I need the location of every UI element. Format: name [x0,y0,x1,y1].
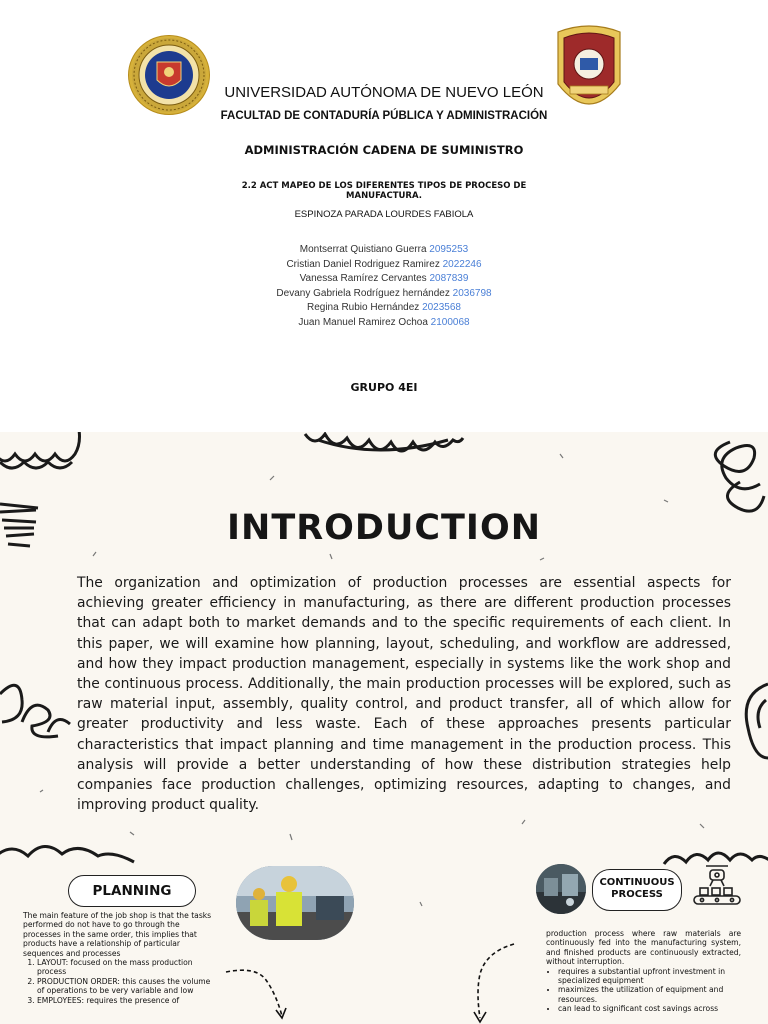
dashed-arrow-icon [460,940,520,1024]
member-list [0,243,768,330]
member-entry: Devany Gabriela Rodríguez hernández 2036798 [276,287,492,299]
member-entry: Cristian Daniel Rodriguez Ramirez 2022246 [286,258,482,270]
list-item: • requires a substantial upfront investment in specialized equipment [558,967,741,986]
planning-list [23,958,219,1005]
teacher-name: ESPINOZA PARADA LOURDES FABIOLA [294,209,474,220]
list-item: 3. EMPLOYEES: requires the presence of [37,996,219,1005]
planning-heading: PLANNING [68,875,196,907]
continuous-process-text: production process where raw materials are continuously fed into the manufacturing system, and finished products are continuously extracted, without interruption. • requires a substantial upfront investment in specialized equipment • maximizes the utilization of equipment and resources. • can lead to significant cost savings across [546,929,741,1014]
uanl-seal-logo [129,36,209,114]
faculty-name: FACULTAD DE CONTADURÍA PÚBLICA Y ADMINISTRACIÓN [220,110,548,122]
factory-worker-photo [236,866,354,940]
group-label: GRUPO 4EI [350,381,418,394]
list-item: • maximizes the utilization of equipment and resources. [558,985,741,1004]
introduction-body: The organization and optimization of production processes are essential aspects for achieving greater efficiency in manufacturing, as there are different production processes that can adapt both to market demands and to the specific requirements of each client. In this paper, we will examine how planning, layout, scheduling, and workflow are addressed, and how they impact production management, especially in systems like the work shop and the continuous process. Additionally, the main production processes will be explored, such as raw material input, assembly, quality control, and product transfer, all of which allow for greater productivity and less waste. Each of these approaches presents particular characteristics that impact planning and time management in the production process. This analysis will provide a better understanding of how these distribution strategies help companies face production challenges, optimizing resources, adapting to changes, and improving product quality. [77,575,731,814]
continuous-process-heading: CONTINUOUS PROCESS [592,869,682,911]
list-item: 1. LAYOUT: focused on the mass production process [37,958,219,977]
course-name: ADMINISTRACIÓN CADENA DE SUMINISTRO [244,143,524,157]
activity-title: 2.2 ACT MAPEO DE LOS DIFERENTES TIPOS DE PROCESO DE MANUFACTURA. [241,181,527,201]
member-entry: Regina Rubio Hernández 2023568 [306,302,461,313]
university-name: UNIVERSIDAD AUTÓNOMA DE NUEVO LEÓN [224,84,544,101]
planning-text: The main feature of the job shop is that the tasks performed do not have to go through the processes in the same order, this implies that products have a relationship of particular sequences and processes 1. LAYOUT: focused on the mass production process 2. PRODUCTION ORDER: this causes the volume of operations to be very variable and low 3. EMPLOYEES: requires the presence of [23,911,219,1005]
machine-photo [536,864,586,914]
list-item: • can lead to significant cost savings across [558,1004,741,1013]
fcpya-seal-logo [550,24,628,122]
member-entry: Montserrat Quistiano Guerra 2095253 [299,244,469,255]
introduction-page [0,432,768,1024]
cover-page [0,0,768,432]
member-entry: Vanessa Ramírez Cervantes 2087839 [299,273,469,284]
conveyor-robot-icon [690,864,744,908]
dashed-arrow-icon [222,962,292,1024]
list-item: 2. PRODUCTION ORDER: this causes the volume of operations to be very variable and low [37,977,219,996]
introduction-title: INTRODUCTION [227,508,541,548]
member-entry: Juan Manuel Ramirez Ochoa 2100068 [298,316,470,328]
continuous-process-list [546,967,741,1014]
